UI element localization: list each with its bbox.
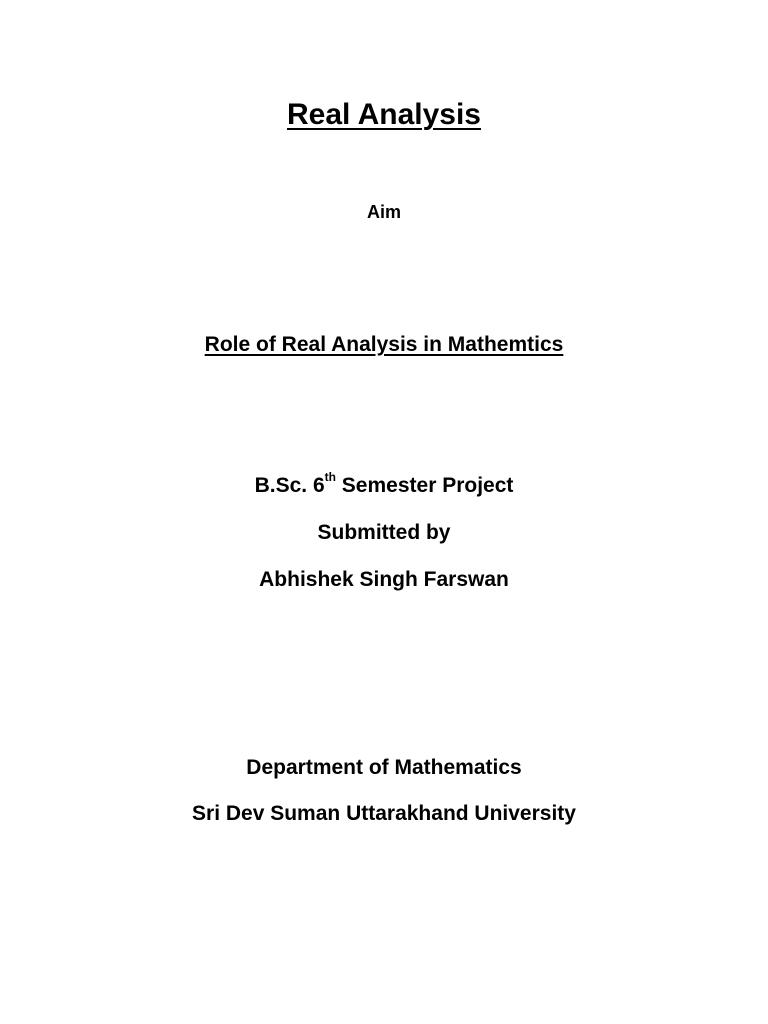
department-name: Department of Mathematics — [246, 756, 522, 779]
project-topic: Role of Real Analysis in Mathemtics — [204, 333, 564, 356]
university-name: Sri Dev Suman Uttarakhand University — [192, 802, 576, 825]
project-line — [0, 470, 768, 497]
project-suffix: Semester Project — [335, 474, 514, 497]
aim-label: Aim — [366, 202, 401, 222]
project-prefix: B.Sc. 6 — [254, 474, 325, 497]
author-name: Abhishek Singh Farswan — [259, 568, 509, 591]
page-title: Real Analysis — [287, 98, 481, 131]
project-superscript: th — [324, 470, 336, 484]
submitted-by-label: Submitted by — [317, 521, 451, 544]
